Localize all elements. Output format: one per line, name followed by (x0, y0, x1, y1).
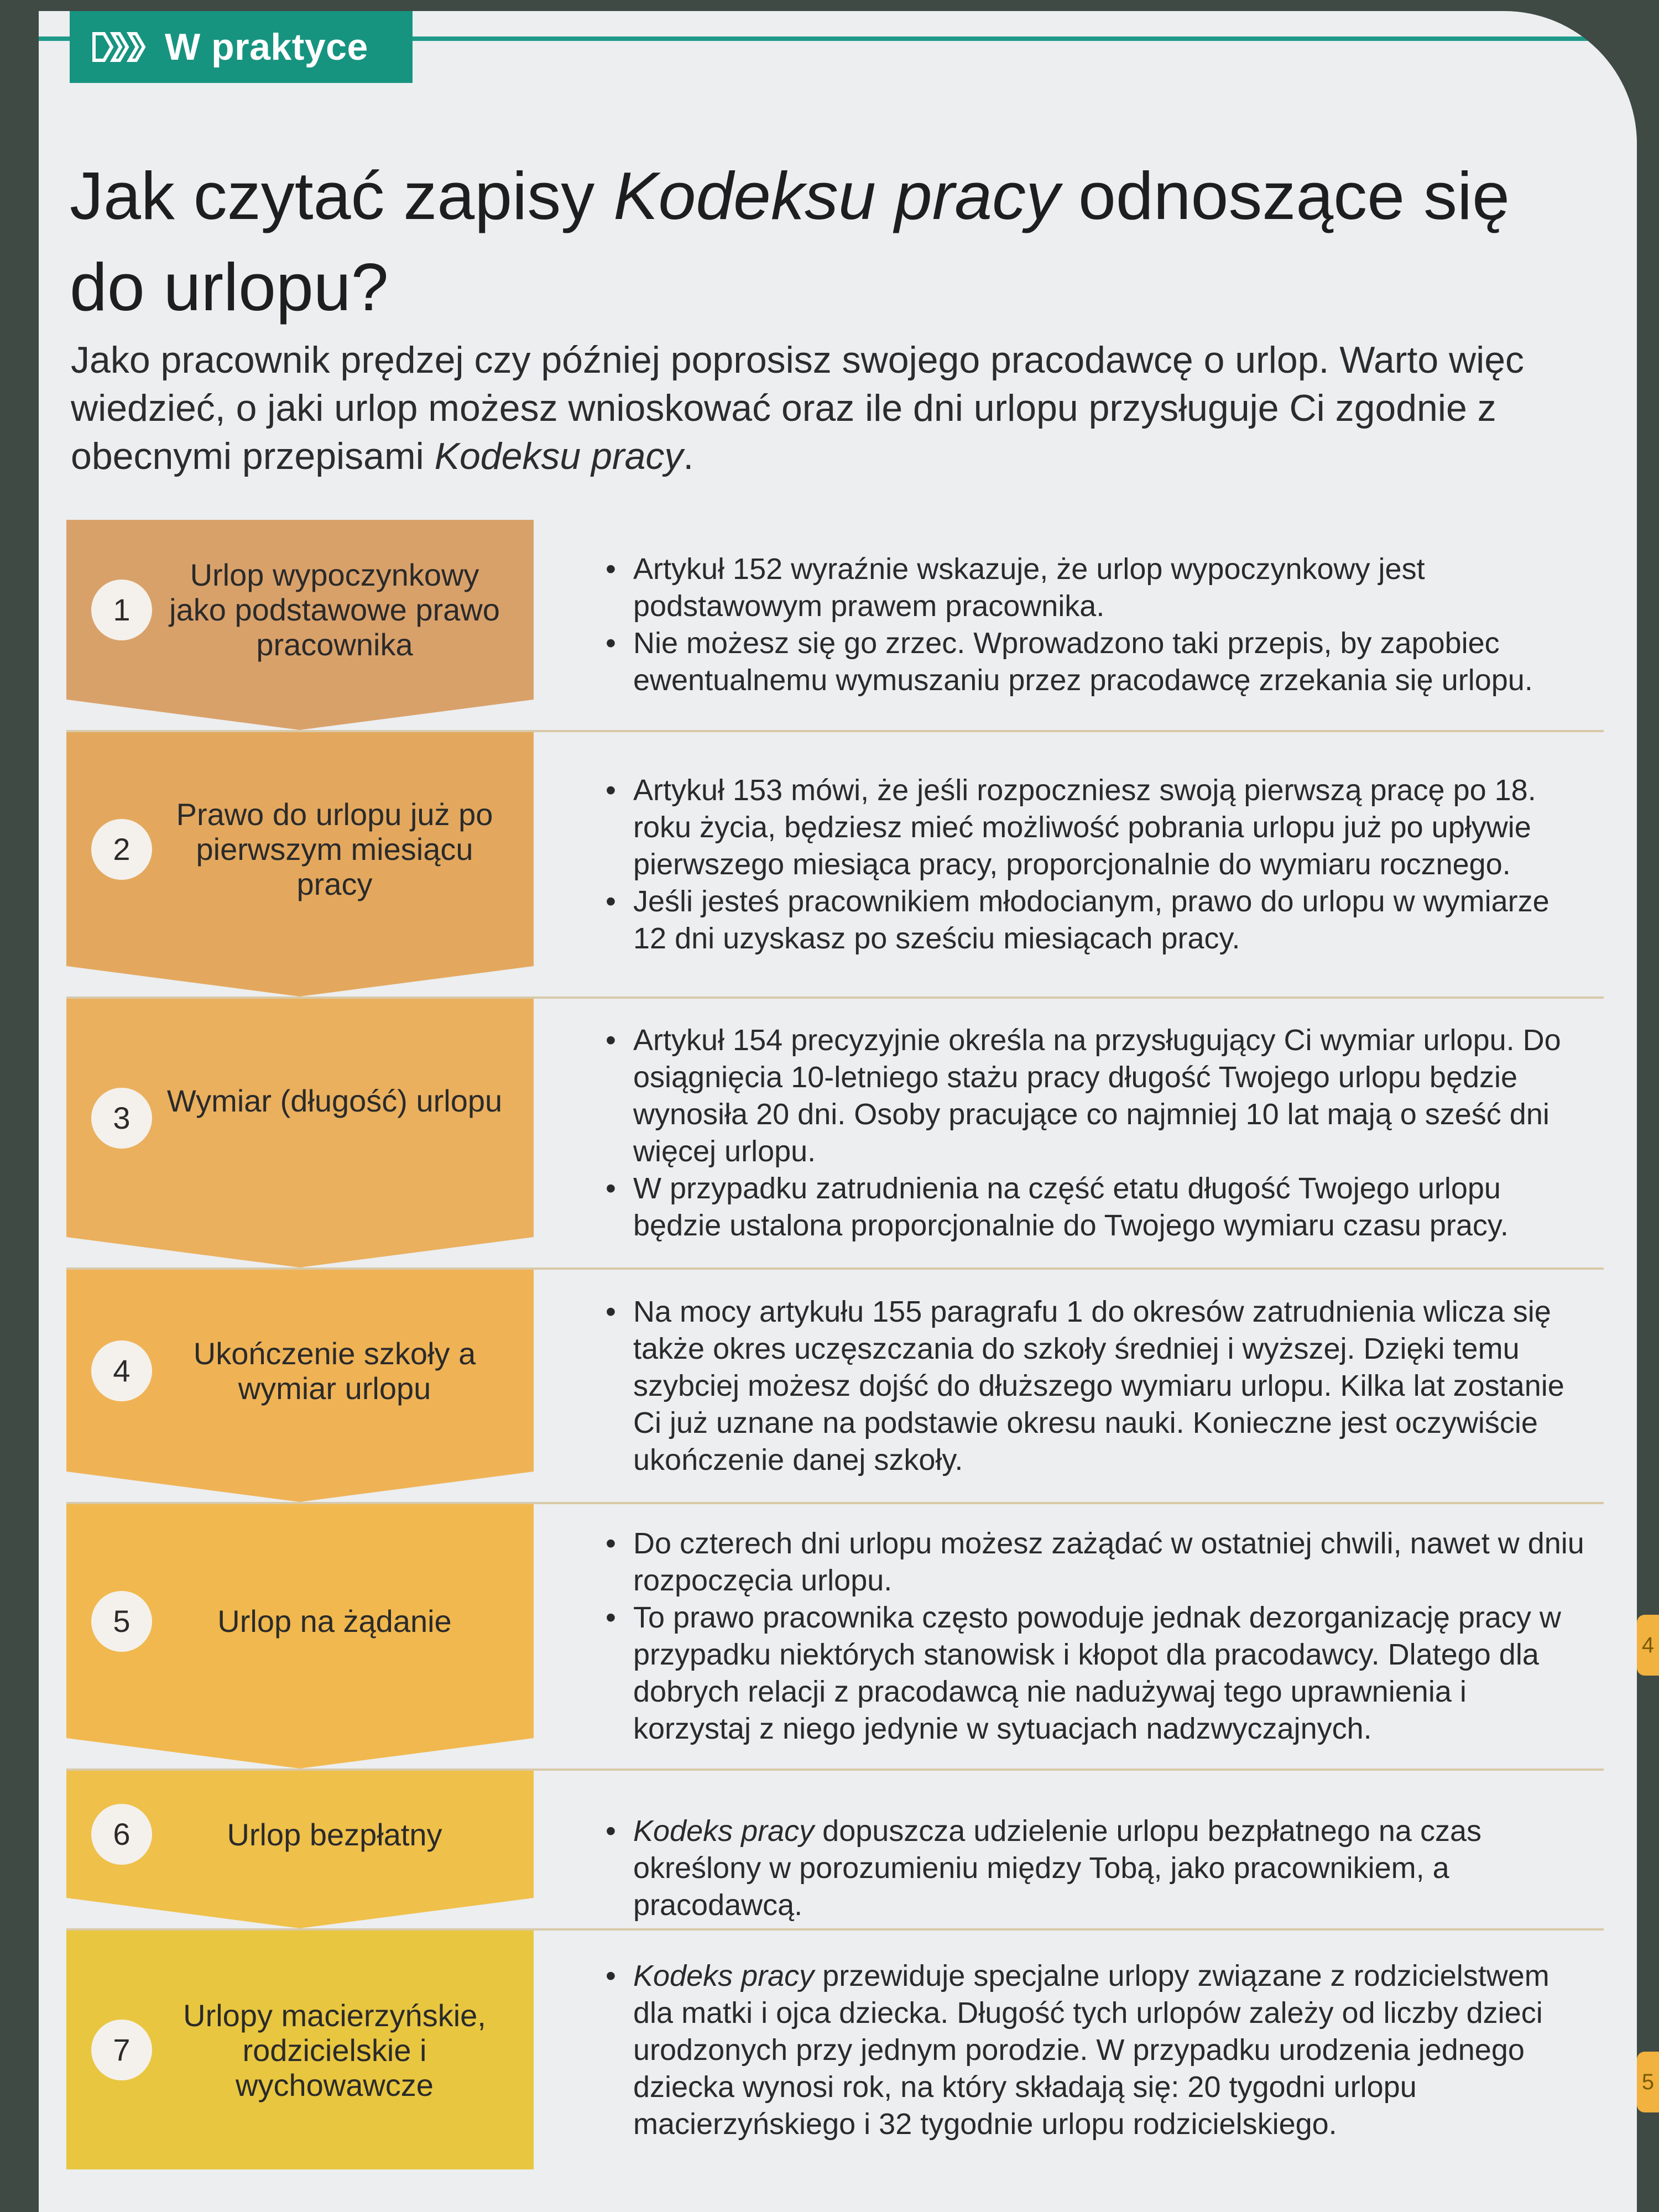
item-label: Urlop bezpłatny (227, 1817, 442, 1852)
textbook-page (39, 11, 1637, 2212)
bullet-point (606, 1958, 1590, 2143)
edge-page-number: 5 (1637, 2052, 1659, 2112)
leave-rule-row (66, 520, 1604, 730)
leave-rules-list (66, 520, 1604, 2169)
item-content (606, 1293, 1590, 1479)
bullet-italic: Kodeks pracy (633, 1814, 815, 1848)
bullet-point: • To prawo pracownika często powoduje jednak dezorganizację pracy w przypadku niektórych stanowisk i kłopot dla pracodawcy. Dlatego dla dobrych relacji z pracodawcą nie nadużywaj tego uprawnienia i korzystaj z niego jedynie w sytuacjach nadzwyczajnych. (606, 1599, 1590, 1747)
leave-rule-row (66, 1768, 1604, 1928)
intro-text: Jako pracownik prędzej czy później poprosisz swojego pracodawcę o urlop. Warto więc wiedzieć, o jaki urlop możesz wnioskować oraz ile dni urlopu przysługuje Ci zgodnie z obecnymi przepisami (71, 339, 1525, 477)
item-content (606, 772, 1590, 957)
item-number-badge: 4 (91, 1340, 152, 1401)
page-title (70, 150, 1563, 333)
section-tag-label: W praktyce (165, 26, 368, 68)
item-label: Wymiar (długość) urlopu (166, 1083, 503, 1118)
item-number-badge: 6 (91, 1804, 152, 1865)
item-label: Prawo do urlopu już po pierwszym miesiącu pracy (176, 797, 493, 901)
bullet-point: • Jeśli jesteś pracownikiem młodocianym, prawo do urlopu w wymiarze 12 dni uzyskasz po sześciu miesiącach pracy. (606, 883, 1590, 957)
item-label: Urlop wypoczynkowy jako podstawowe prawo pracownika (169, 557, 500, 662)
intro-paragraph (71, 336, 1564, 481)
bullet-point: • W przypadku zatrudnienia na część etatu długość Twojego urlopu będzie ustalona proporcjonalnie do Twojego wymiaru czasu pracy. (606, 1170, 1590, 1244)
bullet-text: dopuszcza udzielenie urlopu bezpłatnego na czas określony w porozumieniu między Tobą, jako pracownikiem, a pracodawcą. (633, 1814, 1481, 1922)
item-content (606, 1022, 1590, 1244)
edge-page-number: 4 (1637, 1615, 1659, 1676)
leave-rule-row (66, 1928, 1604, 2169)
item-number-badge: 5 (91, 1591, 152, 1652)
item-content (606, 1525, 1590, 1747)
item-label: Ukończenie szkoły a wymiar urlopu (193, 1335, 476, 1406)
intro-italic: Kodeksu pracy (434, 435, 684, 477)
item-label: Urlopy macierzyńskie, rodzicielskie i wychowawcze (183, 1997, 486, 2103)
leave-rule-row (66, 997, 1604, 1267)
leave-rule-row (66, 1267, 1604, 1502)
item-content (606, 1958, 1590, 2143)
item-number-badge: 7 (91, 2020, 152, 2080)
bullet-text: przewiduje specjalne urlopy związane z rodzicielstwem dla matki i ojca dziecka. Długość tych urlopów zależy od liczby dzieci urodzonych przy jednym porodzie. W przypadku urodzenia jednego dziecka wynosi rok, na który składają się: 20 tygodni urlopu macierzyńskiego i 32 tygodnie urlopu rodzicielskiego. (633, 1959, 1550, 2141)
bullet-point: • Do czterech dni urlopu możesz zażądać w ostatniej chwili, nawet w dniu rozpoczęcia urlopu. (606, 1525, 1590, 1599)
leave-rule-row (66, 1502, 1604, 1768)
intro-end: . (683, 435, 694, 477)
item-number-badge: 3 (91, 1088, 152, 1149)
bullet-italic: Kodeks pracy (633, 1959, 815, 1992)
bullet-point: • Artykuł 154 precyzyjnie określa na przysługujący Ci wymiar urlopu. Do osiągnięcia 10-letniego stażu pracy długość Twojego urlopu będzie wynosiła 20 dni. Osoby pracujące co najmniej 10 lat mają o sześć dni więcej urlopu. (606, 1022, 1590, 1170)
item-number-badge: 2 (91, 819, 152, 880)
title-part2: odnoszące się do urlopu? (70, 158, 1510, 325)
item-content (606, 1813, 1590, 1924)
leave-rule-row (66, 730, 1604, 997)
bullet-point (606, 1813, 1590, 1924)
title-part1: Jak czytać zapisy (70, 158, 614, 233)
section-tag (70, 11, 413, 83)
bullet-point: • Nie możesz się go zrzec. Wprowadzono taki przepis, by zapobiec ewentualnemu wymuszaniu przez pracodawcę zrzekania się urlopu. (606, 625, 1590, 699)
bullet-point: • Artykuł 153 mówi, że jeśli rozpoczniesz swoją pierwszą pracę po 18. roku życia, będziesz mieć możliwość pobrania urlopu już po upływie pierwszego miesiąca pracy, proporcjonalnie do wymiaru rocznego. (606, 772, 1590, 883)
item-content (606, 551, 1590, 699)
item-label: Urlop na żądanie (217, 1604, 452, 1639)
item-number-badge: 1 (91, 580, 152, 640)
triple-chevron-icon (92, 30, 153, 64)
bullet-point: • Na mocy artykułu 155 paragrafu 1 do okresów zatrudnienia wlicza się także okres uczęszczania do szkoły średniej i wyższej. Dzięki temu szybciej możesz dojść do dłuższego wymiaru urlopu. Kilka lat zostanie Ci już uznane na podstawie okresu nauki. Konieczne jest oczywiście ukończenie danej szkoły. (606, 1293, 1590, 1479)
title-italic: Kodeksu pracy (613, 158, 1060, 233)
bullet-point: • Artykuł 152 wyraźnie wskazuje, że urlop wypoczynkowy jest podstawowym prawem pracownika. (606, 551, 1590, 625)
